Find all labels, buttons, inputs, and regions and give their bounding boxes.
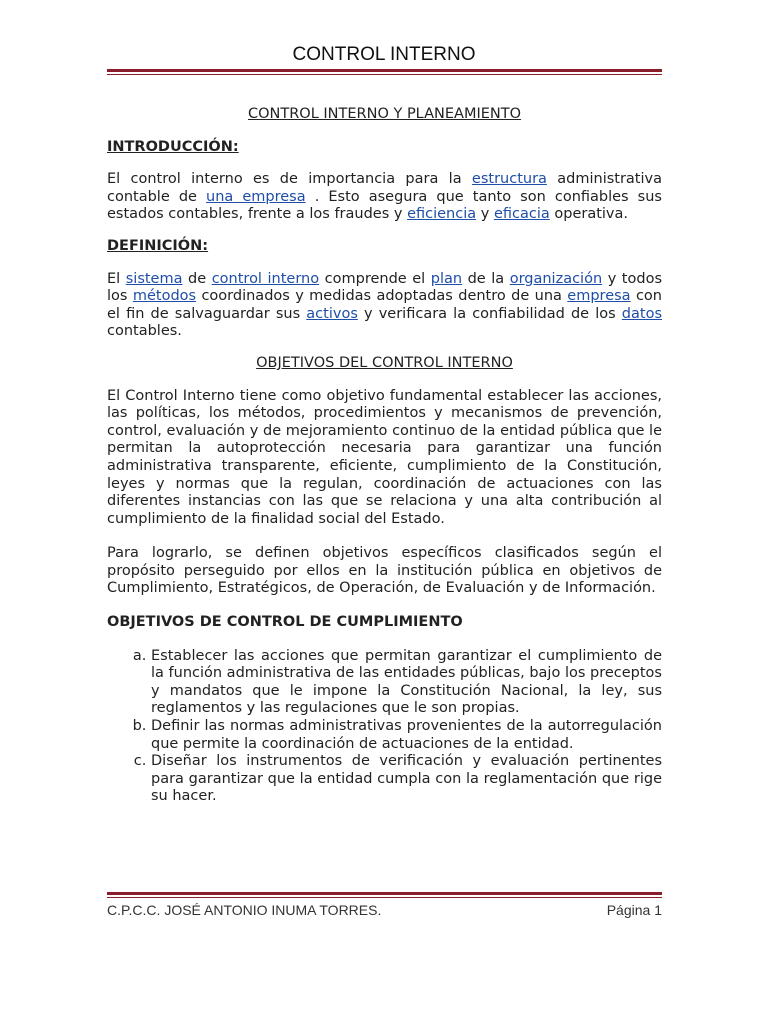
header-rule xyxy=(107,69,662,75)
link-metodos[interactable]: métodos xyxy=(132,288,197,305)
link-estructura[interactable]: estructura xyxy=(471,171,547,188)
document-title: CONTROL INTERNO Y PLANEAMIENTO xyxy=(247,106,522,122)
link-eficacia[interactable]: eficacia xyxy=(493,206,550,223)
list-item: b. Definir las normas administrativas provenientes de la autorregulación que permite la coordinación de actuaciones de la entidad. xyxy=(151,718,662,753)
page-footer xyxy=(107,902,662,918)
list-item: c. Diseñar los instrumentos de verificación y evaluación pertinentes para garantizar que la entidad cumpla con la reglamentación que rige su hacer. xyxy=(151,753,662,806)
link-organizacion[interactable]: organización xyxy=(509,270,603,287)
definition-paragraph: El sistema de control interno comprende el plan de la organización y todos los métodos coordinados y medidas adoptadas dentro de una empresa con el fin de salvaguardar sus activos y verificara la confiabilidad de los datos contables. xyxy=(107,270,662,340)
link-datos[interactable]: datos xyxy=(621,305,662,322)
page-header-title: CONTROL INTERNO xyxy=(292,44,476,65)
definition-heading: DEFINICIÓN: xyxy=(107,237,209,254)
document-body xyxy=(107,106,662,806)
compliance-heading: OBJETIVOS DE CONTROL DE CUMPLIMIENTO xyxy=(107,614,463,631)
footer-page-number: Página 1 xyxy=(606,902,662,918)
link-activos[interactable]: activos xyxy=(306,305,358,322)
link-empresa[interactable]: empresa xyxy=(567,288,631,305)
footer-rule xyxy=(107,892,662,898)
link-plan[interactable]: plan xyxy=(430,270,463,287)
compliance-list xyxy=(107,648,662,806)
link-una-empresa[interactable]: una empresa xyxy=(206,188,306,205)
objectives-heading: OBJETIVOS DEL CONTROL INTERNO xyxy=(256,354,513,371)
intro-heading: INTRODUCCIÓN: xyxy=(107,138,239,155)
link-control-interno[interactable]: control interno xyxy=(211,270,320,287)
link-sistema[interactable]: sistema xyxy=(125,270,183,287)
list-item: a. Establecer las acciones que permitan garantizar el cumplimiento de la función administrativa de las entidades públicas, bajo los preceptos y mandatos que le impone la Constitución Nacional, la ley, sus reglamentos y las regulaciones que le son propias. xyxy=(151,648,662,718)
footer-author: C.P.C.C. JOSÉ ANTONIO INUMA TORRES. xyxy=(107,902,382,918)
link-eficiencia[interactable]: eficiencia xyxy=(407,206,477,223)
objectives-paragraph-1: El Control Interno tiene como objetivo fundamental establecer las acciones, las políticas, los métodos, procedimientos y mecanismos de prevención, control, evaluación y de mejoramiento continuo de la entidad pública que le permitan la autoprotección necesaria para garantizar una función administrativa transparente, eficiente, cumplimiento de la Constitución, leyes y normas que la regulan, coordinación de actuaciones con las diferentes instancias con las que se relaciona y una alta contribución al cumplimiento de la finalidad social del Estado. xyxy=(107,387,662,527)
intro-paragraph: El control interno es de importancia para la estructura administrativa contable de una empresa . Esto asegura que tanto son confiables sus estados contables, frente a los fraudes y eficiencia y eficacia operativa. xyxy=(107,171,662,223)
objectives-paragraph-2: Para lograrlo, se definen objetivos específicos clasificados según el propósito perseguido por ellos en la institución pública en objetivos de Cumplimiento, Estratégicos, de Operación, de Evaluación y de Información. xyxy=(107,545,662,597)
